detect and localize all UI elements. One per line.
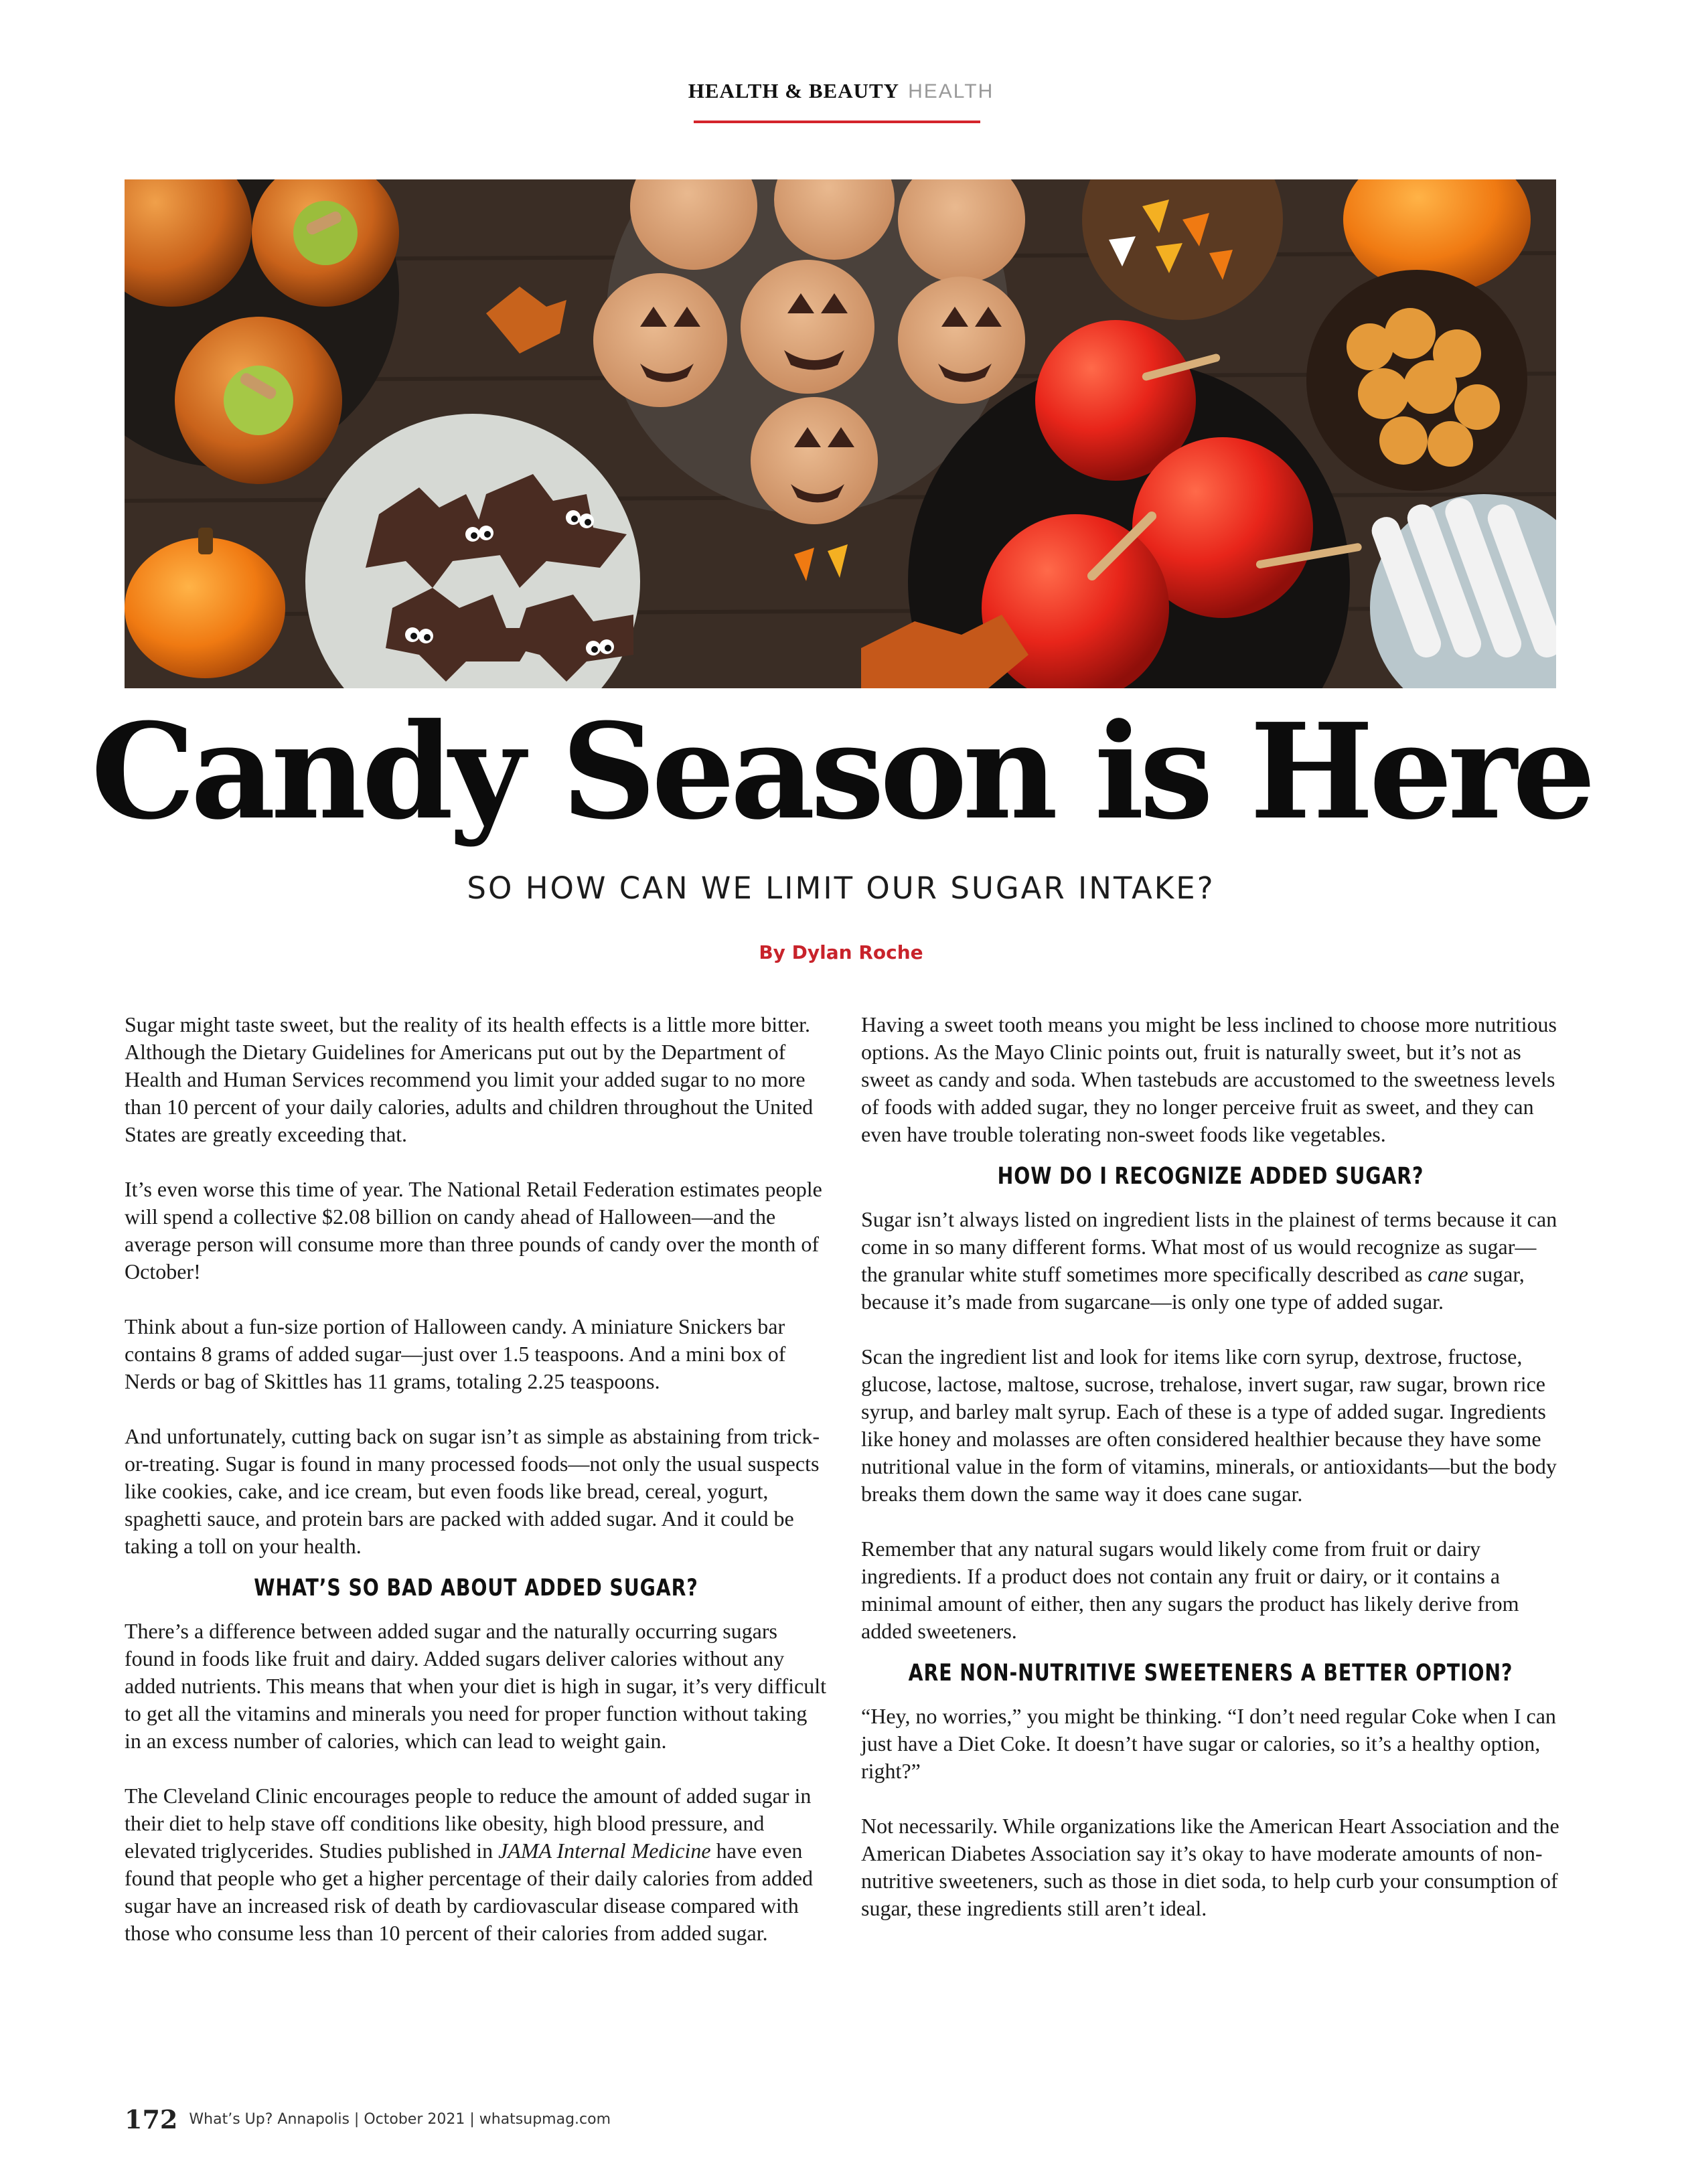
section-heading: HOW DO I RECOGNIZE ADDED SUGAR? — [997, 1163, 1424, 1190]
paragraph: Not necessarily. While organizations like the American Heart Association and the American Diabetes Association say it’s okay to have moderate amounts of non-nutritive sweeteners, such as those in diet soda, to help curb your consumption of sugar, these ingredients still aren’t ideal. — [861, 1814, 1559, 1920]
page-footer — [125, 2104, 611, 2134]
paragraph — [125, 1782, 828, 1947]
paragraph-text: have even found that people who get a higher percentage of their daily calories from added sugar have an increased risk of death by cardiovascular disease compared with those who consume less than 10 percent of their calories from added sugar. — [125, 1839, 814, 1945]
section-heading: WHAT’S SO BAD ABOUT ADDED SUGAR? — [254, 1575, 698, 1602]
paragraph: There’s a difference between added sugar and the naturally occurring sugars found in foods like fruit and dairy. Added sugars deliver calories without any added nutrients. This means that when your diet is high in sugar, it’s very difficult to get all the vitamins and minerals you need for proper function without taking in an excess number of calories, which can lead to weight gain. — [125, 1619, 827, 1753]
hero-image — [125, 179, 1556, 688]
paragraph-text: sugar, because it’s made from sugarcane—is only one type of added sugar. — [861, 1262, 1525, 1314]
section-rule — [694, 121, 980, 123]
section-label: HEALTH & BEAUTY — [688, 79, 900, 102]
left-column — [125, 1011, 828, 1974]
paragraph: Remember that any natural sugars would likely come from fruit or dairy ingredients. If a product does not contain any fruit or dairy, or it contains a minimal amount of either, then any sugars the product has likely derive from added sweeteners. — [861, 1537, 1519, 1643]
section-header — [0, 79, 1682, 103]
paragraph-text: Sugar isn’t always listed on ingredient lists in the plainest of terms because it can come in so many different forms. What most of us would recognize as sugar—the granular white stuff sometimes more specifically described as — [861, 1207, 1557, 1286]
section-sublabel: HEALTH — [908, 80, 994, 102]
paragraph: It’s even worse this time of year. The National Retail Federation estimates people will spend a collective $2.08 billion on candy ahead of Halloween—and the average person will consume more than three pounds of candy over the month of October! — [125, 1177, 822, 1283]
paragraph: And unfortunately, cutting back on sugar isn’t as simple as abstaining from trick-or-treating. Sugar is found in many processed foods—not only the usual suspects like cookies, cake, and ice cream, but even foods like bread, cereal, yogurt, spaghetti sauce, and protein bars are packed with added sugar. And it could be taking a toll on your health. — [125, 1424, 820, 1558]
paragraph: “Hey, no worries,” you might be thinking. “I don’t need regular Coke when I can just have a Diet Coke. It doesn’t have sugar or calories, so it’s a healthy option, right?” — [861, 1704, 1556, 1783]
journal-title: JAMA Internal Medicine — [498, 1839, 711, 1863]
paragraph: Having a sweet tooth means you might be less inclined to choose more nutritious options. As the Mayo Clinic points out, fruit is naturally sweet, but it’s not as sweet as candy and soda. When tastebuds are accustomed to the sweetness levels of foods with added sugar, they no longer perceive fruit as sweet, and they can even have trouble tolerating non-sweet foods like vegetables. — [861, 1012, 1557, 1146]
section-heading: ARE NON-NUTRITIVE SWEETENERS A BETTER OPTION? — [908, 1660, 1513, 1687]
right-column — [861, 1011, 1560, 1950]
paragraph: Think about a fun-size portion of Halloween candy. A miniature Snickers bar contains 8 grams of added sugar—just over 1.5 teaspoons. And a mini box of Nerds or bag of Skittles has 11 grams, totaling 2.25 teaspoons. — [125, 1314, 786, 1393]
paragraph: Scan the ingredient list and look for items like corn syrup, dextrose, fructose, glucose, lactose, maltose, sucrose, trehalose, invert sugar, raw sugar, brown rice syrup, and barley malt syrup. Each of these is a type of added sugar. Ingredients like honey and molasses are often considered healthier because they have some nutritional value in the form of vitamins, minerals, or antioxidants—but the body breaks them down the same way it does cane sugar. — [861, 1344, 1557, 1506]
halloween-treats-illustration — [125, 179, 1556, 688]
paragraph-text: The Cleveland Clinic encourages people to reduce the amount of added sugar in their diet to help stave off conditions like obesity, high blood pressure, and elevated triglycerides. Studies published in — [125, 1784, 812, 1863]
paragraph: Sugar might taste sweet, but the reality of its health effects is a little more bitter. Although the Dietary Guidelines for Americans put out by the Department of Health and Human Services recommend you limit your added sugar to no more than 10 percent of your daily calories, adults and children throughout the United States are greatly exceeding that. — [125, 1012, 814, 1146]
paragraph — [861, 1206, 1560, 1316]
page-number: 172 — [125, 2104, 178, 2134]
publication-info: What’s Up? Annapolis | October 2021 | whatsupmag.com — [189, 2111, 611, 2128]
headline: Candy Season is Here — [90, 695, 1592, 849]
byline: By Dylan Roche — [759, 941, 923, 963]
emphasis-word: cane — [1428, 1262, 1468, 1286]
subheadline: SO HOW CAN WE LIMIT OUR SUGAR INTAKE? — [467, 870, 1215, 906]
